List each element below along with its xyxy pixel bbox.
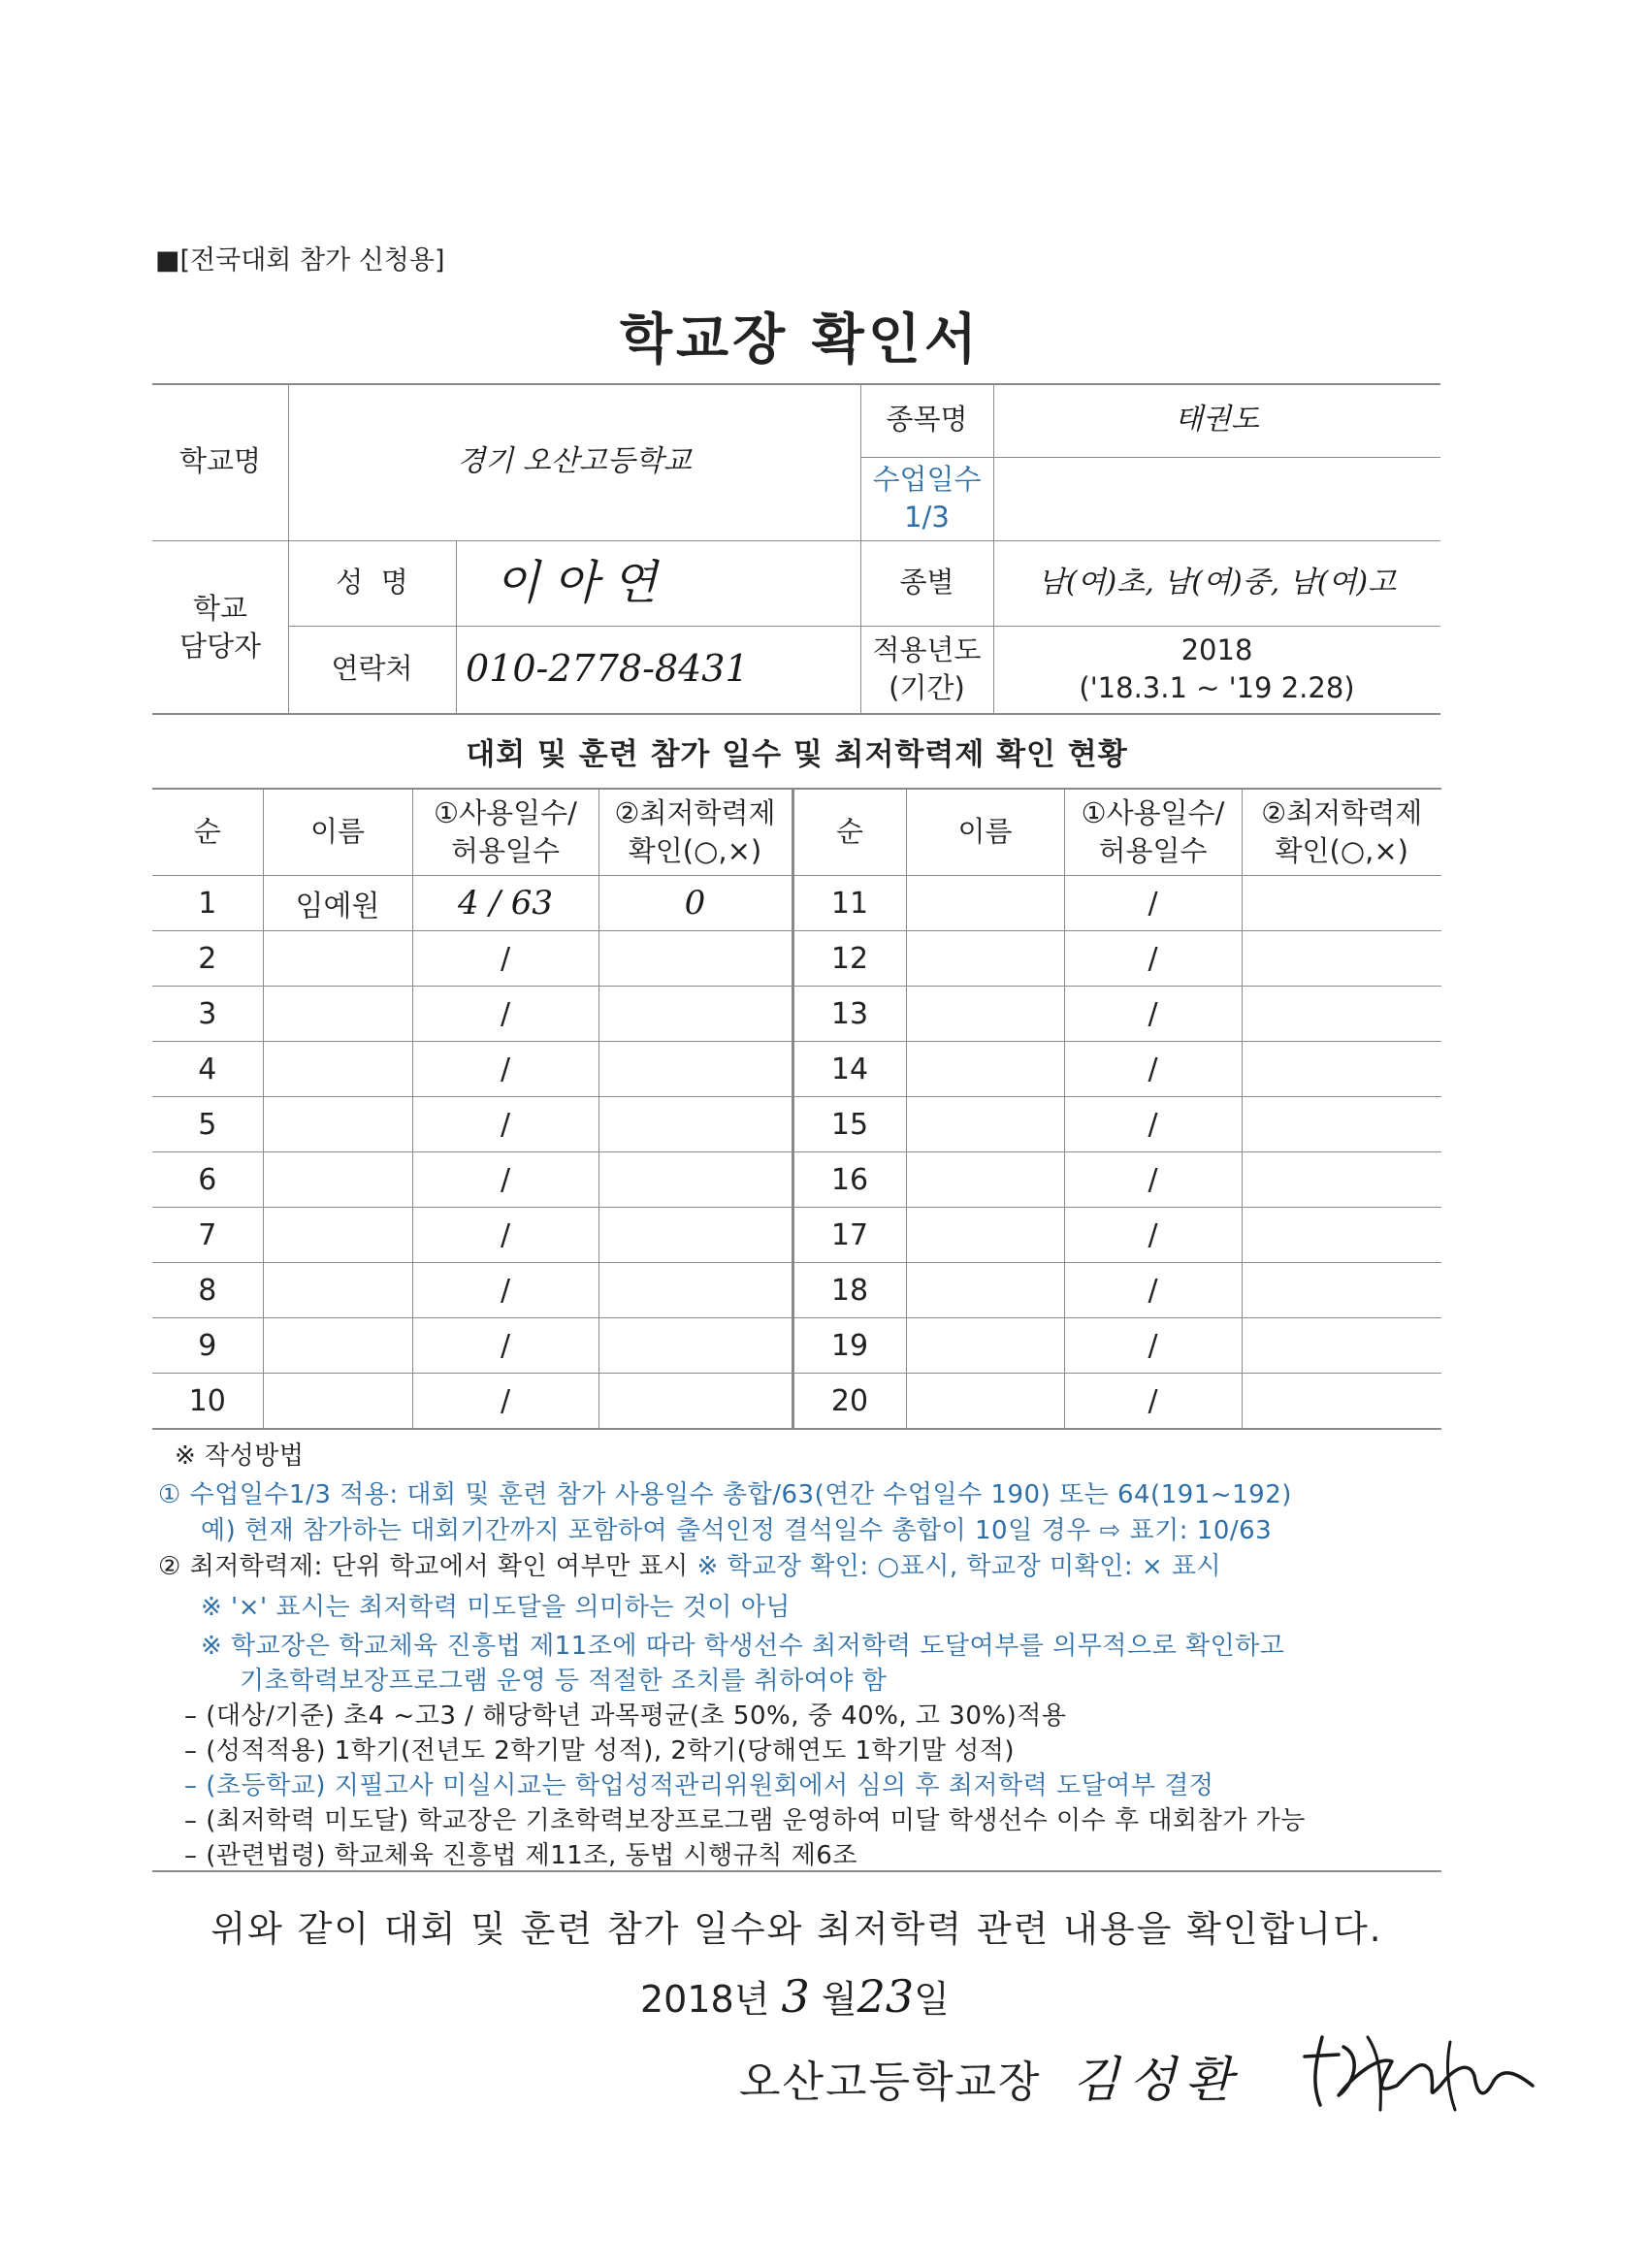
gender-label: 종별 — [899, 566, 954, 599]
date-month-unit: 월 — [821, 1978, 857, 2021]
used-days: 4 / 63 — [412, 876, 598, 931]
row-number: 20 — [792, 1374, 906, 1430]
table-row — [152, 1318, 1441, 1374]
used-days: / — [1064, 876, 1242, 931]
year-value: 2018 — [1180, 632, 1253, 666]
table-row — [152, 1374, 1441, 1430]
year-label: 적용년도 (기간) — [872, 632, 982, 704]
school-name-value: 경기 오산고등학교 — [457, 443, 692, 478]
table-row — [152, 1097, 1441, 1152]
student-name — [263, 931, 412, 987]
used-days: / — [412, 1208, 598, 1263]
row-number: 3 — [152, 987, 263, 1042]
min-score-check — [598, 1208, 792, 1263]
row-number: 8 — [152, 1263, 263, 1318]
date-day: 23 — [857, 1970, 915, 2023]
principal-name: 김성환 — [1072, 2052, 1243, 2108]
header-info-table — [152, 383, 1440, 715]
event-value: 태권도 — [1175, 402, 1259, 437]
table-row — [152, 931, 1441, 987]
table-row — [152, 987, 1441, 1042]
note-line-4: ※ '×' 표시는 최저학력 미도달을 의미하는 것이 아님 — [201, 1593, 791, 1622]
table-row — [152, 1263, 1441, 1318]
note-line-3a: ② 최저학력제: 단위 학교에서 확인 여부만 표시 — [158, 1552, 689, 1581]
note-line-8: – (성적적용) 1학기(전년도 2학기말 성적), 2학기(당해연도 1학기말 성적) — [184, 1736, 1016, 1766]
row-number: 11 — [792, 876, 906, 931]
min-score-check — [1242, 1042, 1441, 1097]
note-line-1: ① 수업일수1/3 적용: 대회 및 훈련 참가 사용일수 총합/63(연간 수업일수 190) 또는 64(191~192) — [158, 1480, 1292, 1509]
event-label: 종목명 — [886, 403, 968, 437]
row-number: 19 — [792, 1318, 906, 1374]
row-number: 9 — [152, 1318, 263, 1374]
used-days: / — [412, 1097, 598, 1152]
min-score-check — [1242, 1318, 1441, 1374]
student-name — [263, 1263, 412, 1318]
note-line-7: – (대상/기준) 초4 ~고3 / 해당학년 과목평균(초 50%, 중 40%, 고 30%)적용 — [184, 1701, 1067, 1731]
row-number: 2 — [152, 931, 263, 987]
col-header-days-2: ①사용일수/ 허용일수 — [1064, 789, 1242, 876]
used-days: / — [1064, 1152, 1242, 1208]
period-value: ('18.3.1 ~ '19 2.28) — [1079, 671, 1355, 704]
used-days: / — [1064, 987, 1242, 1042]
min-score-check — [1242, 1263, 1441, 1318]
used-days: / — [412, 987, 598, 1042]
min-score-check — [1242, 987, 1441, 1042]
min-score-check — [598, 1042, 792, 1097]
min-score-check: 0 — [598, 876, 792, 931]
student-name — [263, 1042, 412, 1097]
confirm-text: 위와 같이 대회 및 훈련 참가 일수와 최저학력 관련 내용을 확인합니다. — [210, 1908, 1383, 1950]
name-value: 이아연 — [495, 555, 671, 610]
principal-line — [739, 2041, 1242, 2111]
date-year: 2018년 — [640, 1978, 770, 2021]
row-number: 15 — [792, 1097, 906, 1152]
used-days: / — [1064, 1374, 1242, 1430]
row-number: 18 — [792, 1263, 906, 1318]
form-tag: ■[전국대회 참가 신청용] — [155, 245, 445, 275]
used-days: / — [1064, 1042, 1242, 1097]
student-name — [906, 1152, 1064, 1208]
student-name — [906, 1263, 1064, 1318]
used-days: / — [1064, 1208, 1242, 1263]
min-score-check — [1242, 1374, 1441, 1430]
student-name — [906, 1208, 1064, 1263]
principal-signature — [1285, 2018, 1547, 2124]
table-row — [152, 1208, 1441, 1263]
row-number: 4 — [152, 1042, 263, 1097]
table-row — [152, 876, 1441, 931]
note-line-11: – (관련법령) 학교체육 진흥법 제11조, 동법 시행규칙 제6조 — [184, 1841, 857, 1870]
student-name — [906, 1042, 1064, 1097]
used-days: / — [1064, 1097, 1242, 1152]
gender-value: 남(여)초, 남(여)중, 남(여)고 — [1037, 565, 1397, 599]
min-score-check — [598, 1152, 792, 1208]
table-row — [152, 1152, 1441, 1208]
note-line-2: 예) 현재 참가하는 대회기간까지 포함하여 출석인정 결석일수 총합이 10일 경우 ⇨ 표기: 10/63 — [201, 1516, 1273, 1545]
min-score-check — [598, 987, 792, 1042]
student-name — [263, 1318, 412, 1374]
student-name — [263, 1097, 412, 1152]
note-line-6: 기초학력보장프로그램 운영 등 적절한 조치를 취하여야 함 — [240, 1667, 888, 1696]
col-header-name-2: 이름 — [906, 789, 1064, 876]
used-days: / — [1064, 1263, 1242, 1318]
notes-divider — [152, 1870, 1441, 1872]
note-line-3b: ※ 학교장 확인: ○표시, 학교장 미확인: × 표시 — [696, 1552, 1222, 1581]
col-header-check-2: ②최저학력제 확인(○,×) — [1242, 789, 1441, 876]
row-number: 16 — [792, 1152, 906, 1208]
note-line-9: – (초등학교) 지필고사 미실시교는 학업성적관리위원회에서 심의 후 최저학력 도달여부 결정 — [184, 1771, 1214, 1800]
participation-table — [152, 788, 1441, 1430]
date-month: 3 — [781, 1970, 810, 2023]
section-title: 대회 및 훈련 참가 일수 및 최저학력제 확인 현황 — [466, 737, 1128, 772]
used-days: / — [412, 1042, 598, 1097]
min-score-check — [1242, 1152, 1441, 1208]
student-name — [906, 1374, 1064, 1430]
col-header-name: 이름 — [263, 789, 412, 876]
min-score-check — [598, 931, 792, 987]
col-header-check: ②최저학력제 확인(○,×) — [598, 789, 792, 876]
contact-label: 연락처 — [331, 652, 413, 686]
used-days: / — [412, 1374, 598, 1430]
school-name-label: 학교명 — [178, 444, 262, 478]
row-number: 5 — [152, 1097, 263, 1152]
row-number: 17 — [792, 1208, 906, 1263]
student-name: 임예원 — [263, 876, 412, 931]
student-name — [263, 1152, 412, 1208]
document-title: 학교장 확인서 — [619, 308, 982, 372]
used-days: / — [412, 931, 598, 987]
contact-value: 010-2778-8431 — [466, 647, 749, 691]
student-name — [263, 1208, 412, 1263]
student-name — [906, 1318, 1064, 1374]
principal-title: 오산고등학교장 — [739, 2057, 1042, 2107]
col-header-no-2: 순 — [792, 789, 906, 876]
class-days-text: 수업일수 — [872, 462, 982, 496]
date-line — [640, 1969, 950, 2023]
participation-rows — [152, 876, 1441, 1430]
row-number: 1 — [152, 876, 263, 931]
row-number: 14 — [792, 1042, 906, 1097]
row-number: 7 — [152, 1208, 263, 1263]
min-score-check — [1242, 931, 1441, 987]
table-row — [152, 1042, 1441, 1097]
min-score-check — [598, 1374, 792, 1430]
student-name — [906, 876, 1064, 931]
min-score-check — [598, 1318, 792, 1374]
col-header-days: ①사용일수/ 허용일수 — [412, 789, 598, 876]
used-days: / — [1064, 1318, 1242, 1374]
note-line-3 — [158, 1546, 1221, 1582]
note-line-10: – (최저학력 미도달) 학교장은 기초학력보장프로그램 운영하여 미달 학생선수 이수 후 대회참가 가능 — [184, 1806, 1306, 1835]
used-days: / — [412, 1152, 598, 1208]
min-score-check — [1242, 1208, 1441, 1263]
name-label: 성 명 — [336, 566, 408, 599]
year-cell — [993, 626, 1440, 713]
notes-heading: ※ 작성방법 — [175, 1442, 305, 1471]
class-days-ratio: 1/3 — [904, 501, 950, 534]
used-days: / — [1064, 931, 1242, 987]
student-name — [263, 1374, 412, 1430]
student-name — [906, 1097, 1064, 1152]
min-score-check — [598, 1097, 792, 1152]
staff-label: 학교 담당자 — [178, 591, 262, 663]
row-number: 13 — [792, 987, 906, 1042]
min-score-check — [1242, 1097, 1441, 1152]
row-number: 6 — [152, 1152, 263, 1208]
min-score-check — [598, 1263, 792, 1318]
row-number: 10 — [152, 1374, 263, 1430]
note-line-5: ※ 학교장은 학교체육 진흥법 제11조에 따라 학생선수 최저학력 도달여부를 의무적으로 확인하고 — [201, 1632, 1285, 1661]
used-days: / — [412, 1318, 598, 1374]
row-number: 12 — [792, 931, 906, 987]
min-score-check — [1242, 876, 1441, 931]
col-header-no: 순 — [152, 789, 263, 876]
student-name — [906, 931, 1064, 987]
used-days: / — [412, 1263, 598, 1318]
class-days-label — [860, 457, 993, 540]
date-day-unit: 일 — [914, 1978, 950, 2021]
student-name — [263, 987, 412, 1042]
student-name — [906, 987, 1064, 1042]
